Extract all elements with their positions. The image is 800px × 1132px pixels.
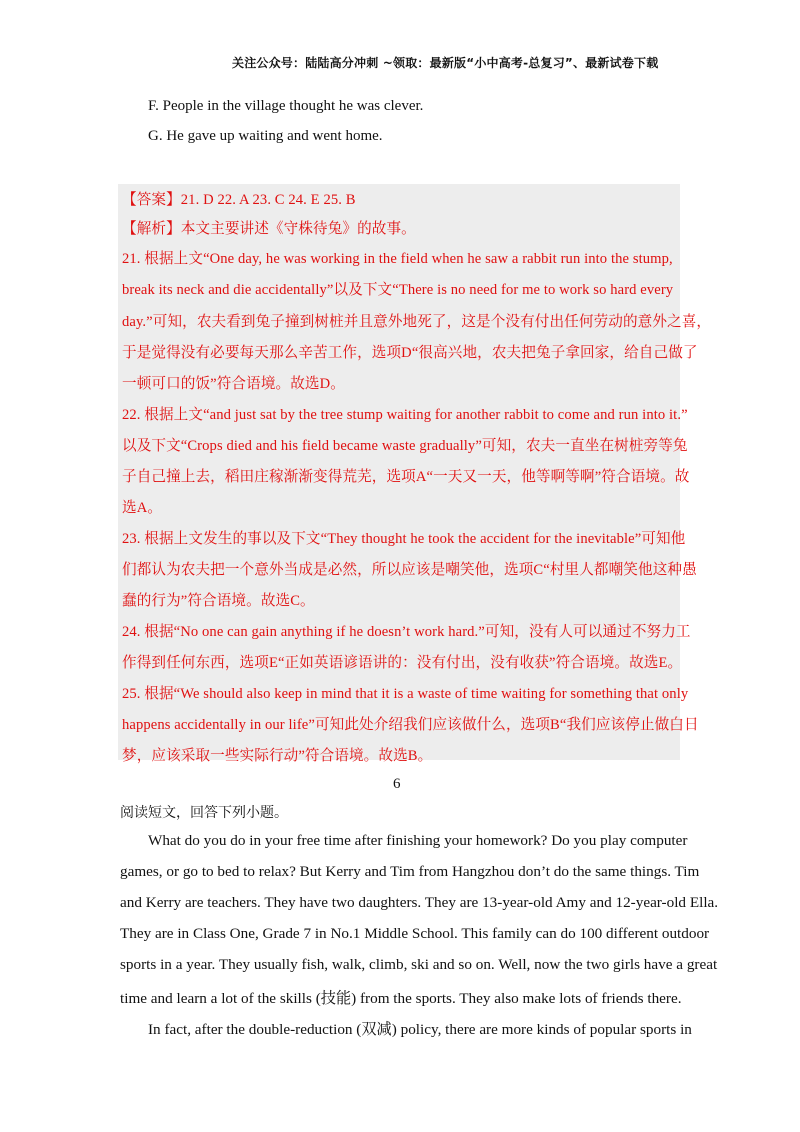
page-number: 6 xyxy=(393,776,401,792)
passage-line: sports in a year. They usually fish, walk, climb, ski and so on. Well, now the two girls have a great xyxy=(120,956,718,973)
explanation-line: 21. 根据上文“One day, he was working in the field when he saw a rabbit run into the stump, xyxy=(122,251,673,267)
option-g: G. He gave up waiting and went home. xyxy=(148,128,383,144)
explanation-line: 们都认为农夫把一个意外当成是必然，所以应该是嘲笑他，选项C“村里人都嘲笑他这种愚 xyxy=(122,562,697,578)
explanation-line: 22. 根据上文“and just sat by the tree stump waiting for another rabbit to come and run into it.” xyxy=(122,407,688,423)
page-header: 关注公众号：陆陆高分冲刺 ~领取：最新版“小中高考-总复习”、最新试卷下载 xyxy=(232,56,659,70)
passage-line: They are in Class One, Grade 7 in No.1 Middle School. This family can do 100 different outdoor xyxy=(120,925,710,942)
explanation-line: 25. 根据“We should also keep in mind that it is a waste of time waiting for something that only xyxy=(122,686,689,702)
passage-line: In fact, after the double-reduction (双减) policy, there are more kinds of popular sports in xyxy=(148,1021,692,1038)
explanation-line: 梦，应该采取一些实际行动”符合语境。故选B。 xyxy=(122,748,433,764)
passage-line: games, or go to bed to relax? But Kerry and Tim from Hangzhou don’t do the same things. Tim xyxy=(120,863,700,880)
answer-key-line: 【答案】21. D 22. A 23. C 24. E 25. B xyxy=(122,192,356,208)
analysis-summary-line: 【解析】本文主要讲述《守株待兔》的故事。 xyxy=(122,221,416,237)
explanation-line: 一顿可口的饭”符合语境。故选D。 xyxy=(122,376,345,392)
explanation-line: 蠢的行为”符合语境。故选C。 xyxy=(122,593,315,609)
explanation-line: happens accidentally in our life”可知此处介绍我们应该做什么，选项B“我们应该停止做白日 xyxy=(122,717,699,733)
explanation-line: 24. 根据“No one can gain anything if he doesn’t work hard.”可知，没有人可以通过不努力工 xyxy=(122,624,691,640)
passage-line: and Kerry are teachers. They have two daughters. They are 13-year-old Amy and 12-year-old Ella. xyxy=(120,894,719,911)
explanation-line: 作得到任何东西，选项E“正如英语谚语讲的：没有付出，没有收获”符合语境。故选E。 xyxy=(122,655,683,671)
reading-instruction: 阅读短文，回答下列小题。 xyxy=(120,805,288,821)
explanation-line: 选A。 xyxy=(122,500,163,516)
explanation-line: day.”可知，农夫看到兔子撞到树桩并且意外地死了，这是个没有付出任何劳动的意外之喜， xyxy=(122,314,712,330)
passage-line: time and learn a lot of the skills (技能) from the sports. They also make lots of friends there. xyxy=(120,990,682,1007)
passage-line: What do you do in your free time after finishing your homework? Do you play computer xyxy=(148,832,688,849)
explanation-line: 于是觉得没有必要每天那么辛苦工作，选项D“很高兴地，农夫把兔子拿回家，给自己做了 xyxy=(122,345,698,361)
explanation-line: 23. 根据上文发生的事以及下文“They thought he took the accident for the inevitable”可知他 xyxy=(122,531,686,547)
option-f: F. People in the village thought he was clever. xyxy=(148,98,424,114)
explanation-line: break its neck and die accidentally”以及下文“There is no need for me to work so hard every xyxy=(122,282,674,298)
explanation-line: 以及下文“Crops died and his field became waste gradually”可知，农夫一直坐在树桩旁等兔 xyxy=(122,438,688,454)
explanation-line: 子自己撞上去，稻田庄稼渐渐变得荒芜，选项A“一天又一天，他等啊等啊”符合语境。故 xyxy=(122,469,690,485)
